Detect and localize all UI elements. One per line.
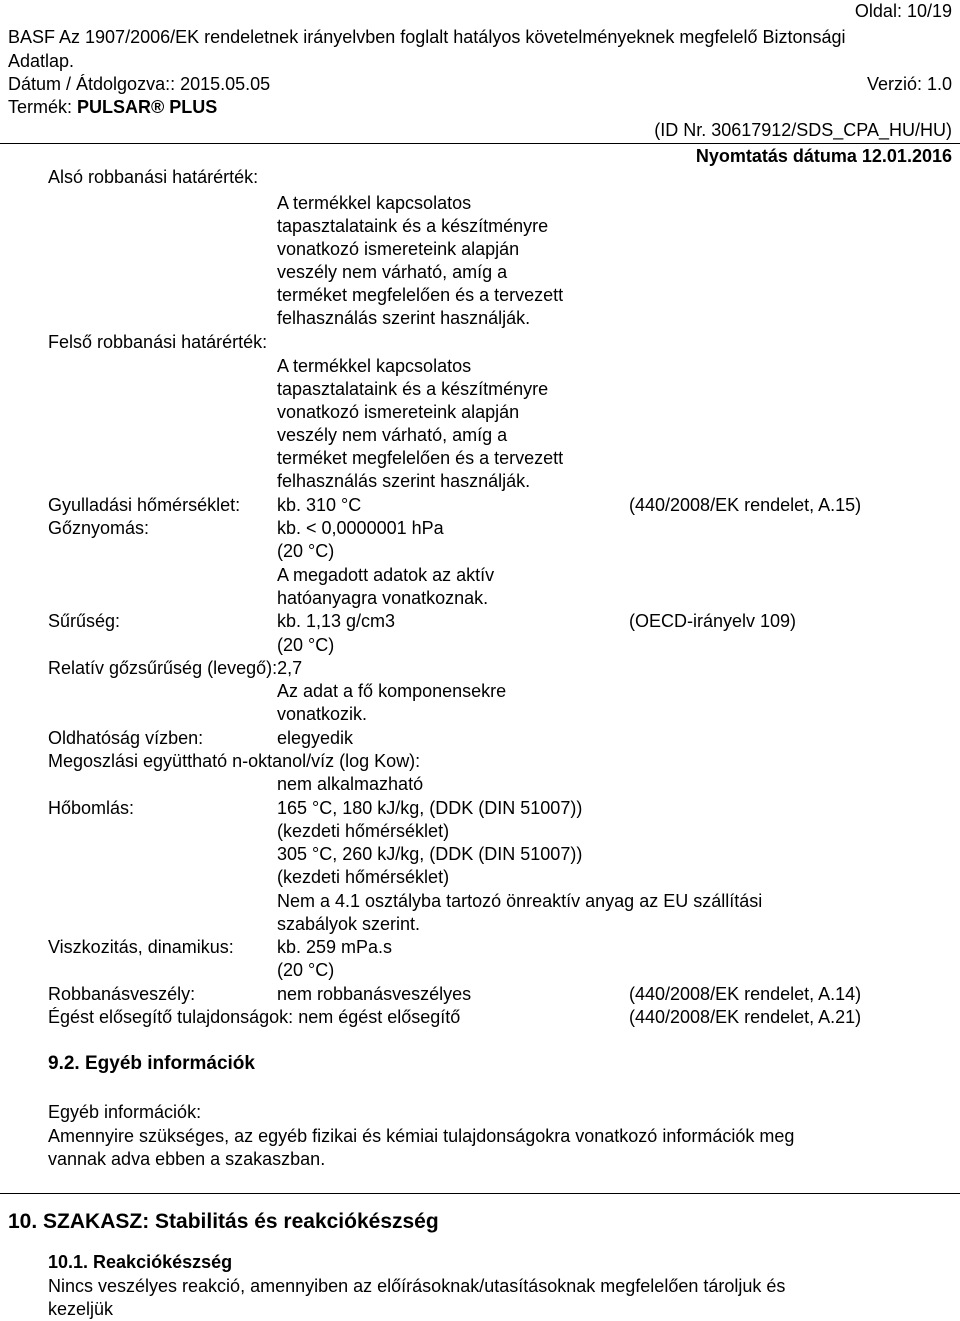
header-title-line1: BASF Az 1907/2006/EK rendeletnek irányelvben foglalt hatályos követelményeknek megfelelő Biztonsági xyxy=(8,27,846,47)
upper-limit-text: veszély nem várható, amíg a xyxy=(277,425,508,445)
solubility-label: Oldhatóság vízben: xyxy=(48,728,204,748)
relative-density-label: Relatív gőzsűrűség (levegő):2,7 xyxy=(48,658,303,678)
solubility-value: elegyedik xyxy=(277,728,354,748)
density-label: Sűrűség: xyxy=(48,611,121,631)
viscosity-label: Viszkozitás, dinamikus: xyxy=(48,937,234,957)
decomposition-label: Hőbomlás: xyxy=(48,798,135,818)
upper-limit-text: tapasztalataink és a készítményre xyxy=(277,379,549,399)
upper-limit-label: Felső robbanási határérték: xyxy=(48,332,268,352)
oxidizing-label: Égést elősegítő tulajdonságok: xyxy=(48,1007,294,1027)
reactivity-text: Nincs veszélyes reakció, amennyiben az előírásoknak/utasításoknak megfelelően tároljuk és xyxy=(48,1276,786,1296)
oxidizing-value: nem égést elősegítő xyxy=(298,1007,461,1027)
viscosity-value: kb. 259 mPa.s xyxy=(277,937,393,957)
vapour-pressure-value: kb. < 0,0000001 hPa xyxy=(277,518,444,538)
lower-limit-text: vonatkozó ismereteink alapján xyxy=(277,239,520,259)
upper-limit-text: vonatkozó ismereteink alapján xyxy=(277,402,520,422)
lower-limit-text: terméket megfelelően és a tervezett xyxy=(277,285,564,305)
section-9-2-title: 9.2. Egyéb információk xyxy=(48,1053,255,1074)
reactivity-text: kezeljük xyxy=(48,1299,114,1319)
upper-limit-text: felhasználás szerint használják. xyxy=(277,471,531,491)
lower-limit-text: felhasználás szerint használják. xyxy=(277,308,531,328)
upper-limit-text: terméket megfelelően és a tervezett xyxy=(277,448,564,468)
relative-density-note: Az adat a fő komponensekre xyxy=(277,681,507,701)
other-info-label: Egyéb információk: xyxy=(48,1102,202,1122)
lower-limit-label: Alsó robbanási határérték: xyxy=(48,167,259,187)
vapour-pressure-condition: (20 °C) xyxy=(277,541,335,561)
version: Verzió: 1.0 xyxy=(866,74,952,94)
other-info-text: Amennyire szükséges, az egyéb fizikai és kémiai tulajdonságokra vonatkozó információk meg xyxy=(48,1126,795,1146)
vapour-pressure-note: hatóanyagra vonatkoznak. xyxy=(277,588,489,608)
product-line xyxy=(8,96,217,118)
partition-label: Megoszlási együttható n-oktanol/víz (log Kow): xyxy=(48,751,421,771)
density-value: kb. 1,13 g/cm3 xyxy=(277,611,396,631)
section-10-1-title: 10.1. Reakciókészség xyxy=(48,1252,233,1272)
density-reference: (OECD-irányelv 109) xyxy=(629,611,797,631)
decomposition-text: 305 °C, 260 kJ/kg, (DDK (DIN 51007)) xyxy=(277,844,583,864)
lower-limit-text: veszély nem várható, amíg a xyxy=(277,262,508,282)
partition-value: nem alkalmazható xyxy=(277,774,424,794)
ignition-reference: (440/2008/EK rendelet, A.15) xyxy=(629,495,862,515)
oxidizing-line xyxy=(48,1006,460,1028)
product-prefix: Termék: xyxy=(8,97,78,117)
vapour-pressure-label: Gőznyomás: xyxy=(48,518,150,538)
other-info-text: vannak adva ebben a szakaszban. xyxy=(48,1149,326,1169)
lower-limit-text: tapasztalataink és a készítményre xyxy=(277,216,549,236)
viscosity-condition: (20 °C) xyxy=(277,960,335,980)
document-id: (ID Nr. 30617912/SDS_CPA_HU/HU) xyxy=(654,120,952,140)
ignition-label: Gyulladási hőmérséklet: xyxy=(48,495,241,515)
page-number: Oldal: 10/19 xyxy=(854,1,952,21)
section-10-title: 10. SZAKASZ: Stabilitás és reakciókészség xyxy=(8,1210,439,1233)
explosion-label: Robbanásveszély: xyxy=(48,984,196,1004)
lower-limit-text: A termékkel kapcsolatos xyxy=(277,193,472,213)
vapour-pressure-note: A megadott adatok az aktív xyxy=(277,565,495,585)
decomposition-text: Nem a 4.1 osztályba tartozó önreaktív anyag az EU szállítási xyxy=(277,891,763,911)
upper-limit-text: A termékkel kapcsolatos xyxy=(277,356,472,376)
decomposition-text: 165 °C, 180 kJ/kg, (DDK (DIN 51007)) xyxy=(277,798,583,818)
explosion-reference: (440/2008/EK rendelet, A.14) xyxy=(629,984,862,1004)
ignition-value: kb. 310 °C xyxy=(277,495,362,515)
relative-density-note: vonatkozik. xyxy=(277,704,368,724)
decomposition-text: szabályok szerint. xyxy=(277,914,421,934)
header-title-line2: Adatlap. xyxy=(8,51,75,71)
explosion-value: nem robbanásveszélyes xyxy=(277,984,472,1004)
section-divider xyxy=(0,1193,960,1194)
revision-date: Dátum / Átdolgozva:: 2015.05.05 xyxy=(8,74,271,94)
product-name: PULSAR® PLUS xyxy=(77,97,218,117)
oxidizing-reference: (440/2008/EK rendelet, A.21) xyxy=(629,1007,862,1027)
decomposition-text: (kezdeti hőmérséklet) xyxy=(277,821,450,841)
header-divider xyxy=(0,143,960,144)
decomposition-text: (kezdeti hőmérséklet) xyxy=(277,867,450,887)
print-date: Nyomtatás dátuma 12.01.2016 xyxy=(695,146,952,166)
density-condition: (20 °C) xyxy=(277,635,335,655)
